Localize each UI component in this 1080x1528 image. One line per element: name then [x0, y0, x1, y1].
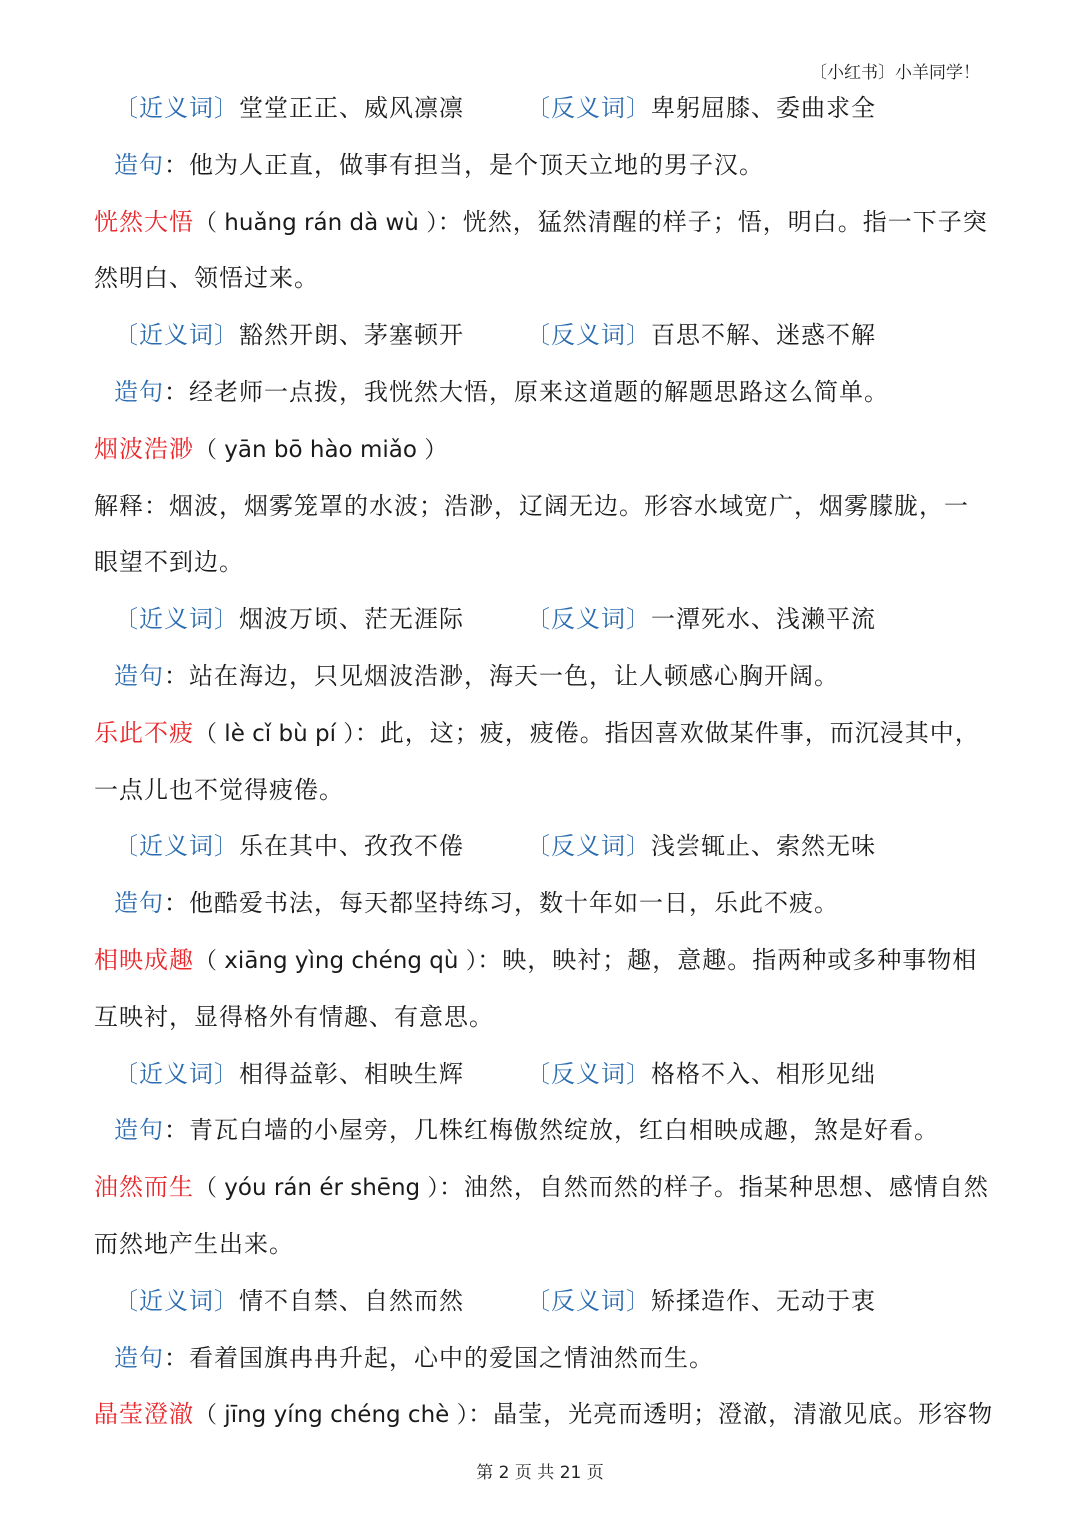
example-label: 造句 [114, 661, 164, 690]
synonym-label: 〔近义词〕 [114, 605, 239, 634]
synonyms: 情不自禁、自然而然 [239, 1286, 464, 1315]
antonym-label: 〔反义词〕 [526, 832, 651, 861]
idiom-entry-line [94, 932, 994, 989]
example-label: 造句 [114, 377, 164, 406]
example-sentence: ：看着国旗冉冉升起，心中的爱国之情油然而生。 [164, 1343, 714, 1372]
idiom-entry-line [94, 705, 994, 762]
idiom-definition-part: ：此，这；疲，疲倦。指因喜欢做某件事，而沉浸其中， [354, 718, 980, 747]
idiom-definition-continued: 一点儿也不觉得疲倦。 [94, 775, 344, 804]
idiom-term: 晶莹澄澈 [94, 1400, 194, 1429]
example-sentence-line [94, 364, 994, 421]
idiom-entry-line [94, 1386, 994, 1443]
antonyms: 百思不解、迷惑不解 [651, 321, 876, 350]
antonym-label: 〔反义词〕 [526, 1059, 651, 1088]
synonym-antonym-line [94, 818, 994, 875]
idiom-pinyin: （ lè cǐ bù pí ） [194, 720, 355, 747]
antonyms: 格格不入、相形见绌 [651, 1059, 876, 1088]
idiom-definition-part: ：油然，自然而然的样子。指某种思想、感情自然 [438, 1173, 989, 1202]
synonyms: 相得益彰、相映生辉 [239, 1059, 464, 1088]
page-header: 〔小红书〕小羊同学！ [810, 63, 980, 83]
idiom-definition: 解释：烟波，烟雾笼罩的水波；浩渺，辽阔无边。形容水域宽广，烟雾朦胧，一 [94, 491, 969, 520]
synonym-antonym-line [94, 1046, 994, 1103]
idiom-pinyin: （ jīng yíng chéng chè ） [194, 1402, 469, 1429]
synonym-label: 〔近义词〕 [114, 321, 239, 350]
synonym-label: 〔近义词〕 [114, 1059, 239, 1088]
document-body [94, 80, 994, 1443]
example-label: 造句 [114, 889, 164, 918]
antonyms: 矫揉造作、无动于衷 [651, 1286, 876, 1315]
idiom-entry-line [94, 1159, 994, 1216]
example-label: 造句 [114, 1343, 164, 1372]
idiom-definition-continued: 而然地产生出来。 [94, 1229, 294, 1258]
example-sentence-line [94, 137, 994, 194]
antonyms: 浅尝辄止、索然无味 [651, 832, 876, 861]
idiom-term: 油然而生 [94, 1173, 194, 1202]
idiom-definition-continued: 互映衬，显得格外有情趣、有意思。 [94, 1002, 494, 1031]
example-sentence-line [94, 1102, 994, 1159]
synonym-label: 〔近义词〕 [114, 832, 239, 861]
idiom-pinyin: （ xiāng yìng chéng qù ） [194, 947, 478, 974]
example-sentence-line [94, 875, 994, 932]
antonym-label: 〔反义词〕 [526, 605, 651, 634]
idiom-definition-continued: 眼望不到边。 [94, 548, 244, 577]
idiom-entry-line [94, 421, 994, 478]
synonyms: 豁然开朗、茅塞顿开 [239, 321, 464, 350]
idiom-definition-part: ：映，映衬；趣，意趣。指两种或多种事物相 [477, 945, 978, 974]
page-footer: 第 2 页 共 21 页 [476, 1463, 604, 1483]
example-label: 造句 [114, 150, 164, 179]
idiom-definition-continued: 然明白、领悟过来。 [94, 264, 319, 293]
idiom-entry-line [94, 194, 994, 251]
example-label: 造句 [114, 1116, 164, 1145]
idiom-term: 恍然大悟 [94, 207, 194, 236]
idiom-definition-part: ：晶莹，光亮而透明；澄澈，清澈见底。形容物 [468, 1400, 994, 1429]
antonyms: 一潭死水、浅濑平流 [651, 605, 876, 634]
antonym-label: 〔反义词〕 [526, 1286, 651, 1315]
idiom-term: 相映成趣 [94, 945, 194, 974]
antonym-label: 〔反义词〕 [526, 94, 651, 122]
antonyms: 卑躬屈膝、委曲求全 [651, 94, 876, 122]
idiom-pinyin: （ yān bō hào miǎo ） [194, 436, 448, 463]
example-sentence: ：经老师一点拨，我恍然大悟，原来这道题的解题思路这么简单。 [164, 377, 889, 406]
synonym-antonym-line [94, 80, 994, 137]
synonym-label: 〔近义词〕 [114, 94, 239, 122]
example-sentence-line [94, 648, 994, 705]
synonym-antonym-line [94, 591, 994, 648]
example-sentence: ：他酷爱书法，每天都坚持练习，数十年如一日，乐此不疲。 [164, 889, 839, 918]
synonyms: 堂堂正正、威风凛凛 [239, 94, 464, 122]
synonym-antonym-line [94, 307, 994, 364]
idiom-term: 乐此不疲 [94, 718, 194, 747]
antonym-label: 〔反义词〕 [526, 321, 651, 350]
idiom-definition-part: ：恍然，猛然清醒的样子；悟，明白。指一下子突 [437, 207, 988, 236]
idiom-pinyin: （ yóu rán ér shēng ） [194, 1175, 439, 1202]
synonyms: 乐在其中、孜孜不倦 [239, 832, 464, 861]
synonym-antonym-line [94, 1273, 994, 1330]
idiom-pinyin: （ huǎng rán dà wù ） [194, 209, 438, 236]
synonyms: 烟波万顷、茫无涯际 [239, 605, 464, 634]
idiom-term: 烟波浩渺 [94, 434, 194, 463]
example-sentence: ：站在海边，只见烟波浩渺，海天一色，让人顿感心胸开阔。 [164, 661, 839, 690]
synonym-label: 〔近义词〕 [114, 1286, 239, 1315]
example-sentence-line [94, 1330, 994, 1387]
example-sentence: ：他为人正直，做事有担当，是个顶天立地的男子汉。 [164, 150, 764, 179]
example-sentence: ：青瓦白墙的小屋旁，几株红梅傲然绽放，红白相映成趣，煞是好看。 [164, 1116, 939, 1145]
